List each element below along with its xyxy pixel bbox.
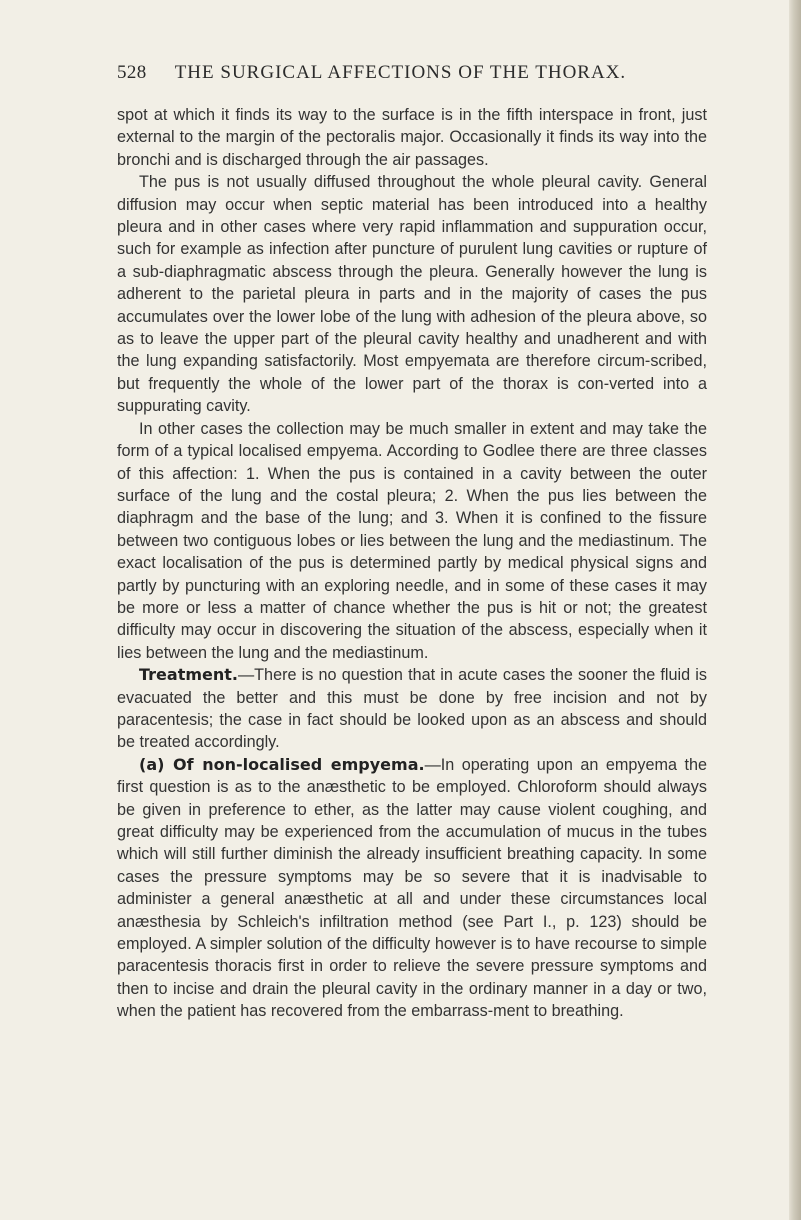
paragraph-text: In other cases the collection may be much smaller in extent and may take the form of a typical localised empyema. According to Godlee there are three classes of this affection: 1. When the pus is contained in a cavity between the outer surface of the lung and the costal pleura; 2. When the pus lies between the diaphragm and the base of the lung; and 3. When it is confined to the fissure between two contiguous lobes or lies between the lung and the mediastinum. The exact localisation of the pus is determined partly by medical physical signs and partly by puncturing with an exploring needle, and in some of these cases it may be more or less a matter of chance whether the pus is hit or not; the greatest difficulty may occur in discovering the situation of the abscess, especially when it lies between the lung and the mediastinum. (117, 419, 707, 662)
paragraph-non-localised (117, 754, 707, 1023)
paragraph-text: spot at which it finds its way to the surface is in the fifth interspace in front, just external to the margin of the pectoralis major. Occasionally it finds its way into the bronchi and is discharged through the air passages. (117, 106, 707, 169)
section-heading-treatment: Treatment. (139, 665, 238, 685)
paragraph-text: The pus is not usually diffused throughout the whole pleural cavity. General diffusion may occur when septic material has been introduced into a healthy pleura and in other cases where very rapid inflammation and suppuration occur, such for example as infection after puncture of purulent lung cavities or rupture of a sub-diaphragmatic abscess through the pleura. Generally however the lung is adherent to the parietal pleura in parts and in the majority of cases the pus accumulates over the lower lobe of the lung with adhesion of the pleura above, so as to leave the upper part of the pleural cavity healthy and unadherent and with the lung expanding satisfactorily. Most empyemata are therefore circum-scribed, but frequently the whole of the lower part of the thorax is con-verted into a suppurating cavity. (117, 173, 707, 416)
page-header (117, 62, 707, 84)
section-heading-non-localised: (a) Of non-localised empyema. (139, 754, 425, 774)
paragraph-text: —In operating upon an empyema the first question is as to the anæsthetic to be employed. Chloroform should always be given in preference to ether, as the latter may cause violent coughing, and great difficulty may be experienced from the accumulation of mucus in the tubes which will still further diminish the already insufficient breathing capacity. In some cases the pressure symptoms may be so severe that it is inadvisable to administer a general anæsthetic at all and under these circumstances local anæsthesia by Schleich's infiltration method (see Part I., p. 123) should be employed. A simpler solution of the difficulty however is to have recourse to simple paracentesis thoracis first in order to relieve the severe pressure symptoms and then to incise and drain the pleural cavity in the ordinary manner in a day or two, when the patient has recovered from the embarrass-ment to breathing. (117, 755, 707, 1021)
paragraph-treatment (117, 664, 707, 754)
page-edge (789, 0, 801, 1220)
page-number: 528 (117, 62, 147, 83)
running-title: THE SURGICAL AFFECTIONS OF THE THORAX. (174, 62, 627, 83)
paragraph-continuation (117, 104, 707, 171)
paragraph-diffusion (117, 171, 707, 417)
body-text (117, 104, 707, 1023)
paragraph-localised (117, 418, 707, 664)
paragraph-text: —There is no question that in acute cases the sooner the fluid is evacuated the better and this must be done by free incision and not by paracentesis; the case in fact should be looked upon as an abscess and should be treated accordingly. (117, 666, 707, 752)
